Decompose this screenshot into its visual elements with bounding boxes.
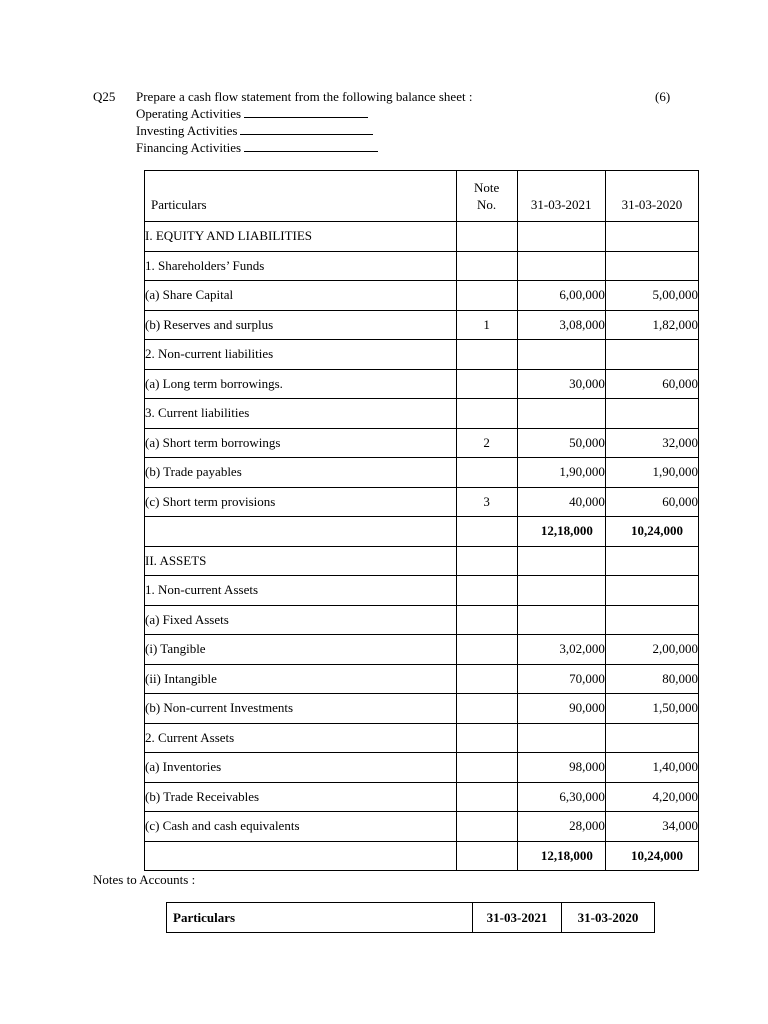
table-row <box>145 281 699 311</box>
row-value-2021: 12,18,000 <box>517 841 605 871</box>
row-value-2021: 70,000 <box>517 664 605 694</box>
table-row <box>145 428 699 458</box>
row-value-2021: 98,000 <box>517 753 605 783</box>
row-particulars: 2. Current Assets <box>145 723 457 753</box>
table-row <box>145 576 699 606</box>
row-value-2021: 3,08,000 <box>517 310 605 340</box>
row-note-no <box>456 664 517 694</box>
row-note-no <box>456 723 517 753</box>
activity-label: Investing Activities <box>136 123 238 138</box>
row-value-2021 <box>517 222 605 252</box>
row-particulars: (i) Tangible <box>145 635 457 665</box>
note-line-2: No. <box>477 197 497 212</box>
row-value-2021: 12,18,000 <box>517 517 605 547</box>
header-year-2020: 31-03-2020 <box>605 171 698 222</box>
row-particulars: (b) Reserves and surplus <box>145 310 457 340</box>
row-note-no: 1 <box>456 310 517 340</box>
table-row <box>145 812 699 842</box>
row-value-2020: 1,50,000 <box>605 694 698 724</box>
row-value-2021: 6,00,000 <box>517 281 605 311</box>
table-row <box>145 694 699 724</box>
row-particulars: (b) Non-current Investments <box>145 694 457 724</box>
row-value-2021: 28,000 <box>517 812 605 842</box>
row-note-no <box>456 753 517 783</box>
notes-header-row <box>167 903 655 933</box>
row-particulars <box>145 841 457 871</box>
question-number: Q25 <box>93 89 116 104</box>
balance-sheet-table <box>144 170 699 871</box>
notes-header-year-2021: 31-03-2021 <box>473 903 562 933</box>
row-particulars: (a) Long term borrowings. <box>145 369 457 399</box>
row-particulars: (ii) Intangible <box>145 664 457 694</box>
table-row <box>145 635 699 665</box>
answer-blank <box>240 122 373 135</box>
row-particulars: (b) Trade Receivables <box>145 782 457 812</box>
row-particulars: II. ASSETS <box>145 546 457 576</box>
row-value-2020: 1,40,000 <box>605 753 698 783</box>
row-particulars: (a) Inventories <box>145 753 457 783</box>
row-particulars: I. EQUITY AND LIABILITIES <box>145 222 457 252</box>
row-value-2021: 40,000 <box>517 487 605 517</box>
row-value-2021 <box>517 576 605 606</box>
notes-header-year-2020: 31-03-2020 <box>562 903 655 933</box>
table-row <box>145 664 699 694</box>
notes-header-particulars: Particulars <box>167 903 473 933</box>
row-particulars: (c) Short term provisions <box>145 487 457 517</box>
row-value-2021: 90,000 <box>517 694 605 724</box>
row-note-no <box>456 605 517 635</box>
row-value-2020: 10,24,000 <box>605 841 698 871</box>
investing-activities-line <box>136 122 373 139</box>
row-particulars <box>145 517 457 547</box>
table-row <box>145 310 699 340</box>
row-note-no <box>456 812 517 842</box>
row-note-no <box>456 782 517 812</box>
row-note-no <box>456 281 517 311</box>
row-particulars: (a) Share Capital <box>145 281 457 311</box>
note-line-1: Note <box>473 180 500 195</box>
row-note-no <box>456 635 517 665</box>
row-particulars: 3. Current liabilities <box>145 399 457 429</box>
row-value-2020: 2,00,000 <box>605 635 698 665</box>
row-value-2020: 10,24,000 <box>605 517 698 547</box>
row-value-2021: 1,90,000 <box>517 458 605 488</box>
row-value-2020: 80,000 <box>605 664 698 694</box>
row-note-no <box>456 399 517 429</box>
row-value-2021 <box>517 605 605 635</box>
row-particulars: 1. Shareholders’ Funds <box>145 251 457 281</box>
row-particulars: (a) Short term borrowings <box>145 428 457 458</box>
table-row <box>145 487 699 517</box>
row-particulars: (c) Cash and cash equivalents <box>145 812 457 842</box>
row-value-2021 <box>517 723 605 753</box>
row-value-2021 <box>517 546 605 576</box>
row-value-2020: 4,20,000 <box>605 782 698 812</box>
row-value-2021: 50,000 <box>517 428 605 458</box>
row-value-2020: 34,000 <box>605 812 698 842</box>
table-row <box>145 753 699 783</box>
row-particulars: 2. Non-current liabilities <box>145 340 457 370</box>
row-value-2020: 60,000 <box>605 369 698 399</box>
row-note-no <box>456 694 517 724</box>
notes-table <box>166 902 655 933</box>
row-value-2020 <box>605 251 698 281</box>
question-text: Prepare a cash flow statement from the following balance sheet : <box>136 89 473 104</box>
table-row <box>145 458 699 488</box>
row-value-2020: 1,90,000 <box>605 458 698 488</box>
row-note-no: 3 <box>456 487 517 517</box>
row-note-no <box>456 251 517 281</box>
row-particulars: (a) Fixed Assets <box>145 605 457 635</box>
table-row <box>145 251 699 281</box>
row-note-no <box>456 517 517 547</box>
row-value-2020 <box>605 222 698 252</box>
table-row <box>145 605 699 635</box>
row-value-2020: 1,82,000 <box>605 310 698 340</box>
header-note-no <box>456 171 517 222</box>
row-note-no <box>456 576 517 606</box>
total-row <box>145 841 699 871</box>
operating-activities-line <box>136 105 368 122</box>
row-value-2020: 32,000 <box>605 428 698 458</box>
table-row <box>145 782 699 812</box>
activity-label: Financing Activities <box>136 140 242 155</box>
header-particulars: Particulars <box>145 171 457 222</box>
total-row <box>145 517 699 547</box>
row-value-2020 <box>605 340 698 370</box>
row-value-2021 <box>517 251 605 281</box>
row-particulars: 1. Non-current Assets <box>145 576 457 606</box>
row-value-2020 <box>605 399 698 429</box>
header-year-2021: 31-03-2021 <box>517 171 605 222</box>
row-note-no: 2 <box>456 428 517 458</box>
row-note-no <box>456 458 517 488</box>
row-note-no <box>456 340 517 370</box>
row-value-2021: 6,30,000 <box>517 782 605 812</box>
row-particulars: (b) Trade payables <box>145 458 457 488</box>
table-row <box>145 546 699 576</box>
notes-title: Notes to Accounts : <box>93 872 196 887</box>
table-header-row <box>145 171 699 222</box>
row-value-2020 <box>605 605 698 635</box>
row-value-2020: 5,00,000 <box>605 281 698 311</box>
activity-label: Operating Activities <box>136 106 242 121</box>
table-row <box>145 340 699 370</box>
answer-blank <box>244 105 368 118</box>
row-note-no <box>456 546 517 576</box>
question-marks: (6) <box>655 89 671 104</box>
row-value-2021 <box>517 399 605 429</box>
answer-blank <box>244 139 378 152</box>
table-row <box>145 369 699 399</box>
table-row <box>145 399 699 429</box>
row-value-2020: 60,000 <box>605 487 698 517</box>
row-value-2021: 3,02,000 <box>517 635 605 665</box>
table-row <box>145 222 699 252</box>
row-note-no <box>456 369 517 399</box>
row-value-2020 <box>605 546 698 576</box>
table-row <box>145 723 699 753</box>
row-value-2021: 30,000 <box>517 369 605 399</box>
financing-activities-line <box>136 139 378 156</box>
row-note-no <box>456 841 517 871</box>
row-note-no <box>456 222 517 252</box>
row-value-2021 <box>517 340 605 370</box>
row-value-2020 <box>605 723 698 753</box>
row-value-2020 <box>605 576 698 606</box>
